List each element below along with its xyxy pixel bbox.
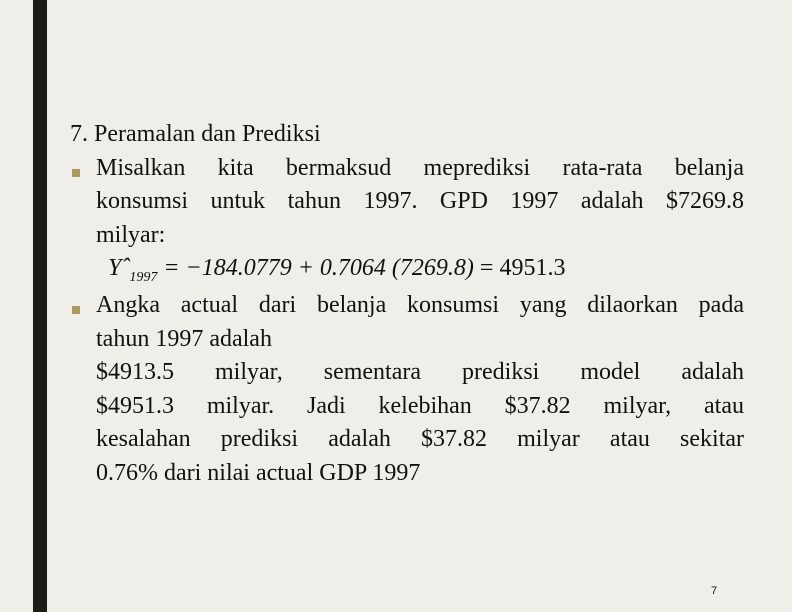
- prediction-equation: [96, 252, 744, 289]
- text-line: kesalahan prediksi adalah $37.82 milyar atau sekitar: [96, 426, 744, 453]
- text-line: tahun 1997 adalah: [96, 325, 272, 352]
- square-bullet-icon: [72, 306, 80, 314]
- bullet-item-actual: [70, 289, 744, 491]
- text-line: konsumsi untuk tahun 1997. GPD 1997 adalah $7269.8: [96, 188, 744, 215]
- equation-lhs: Yˆ: [108, 255, 130, 282]
- left-accent-bar: [33, 0, 47, 612]
- bullet-item-forecast: [70, 152, 744, 289]
- page-number: 7: [710, 585, 718, 597]
- equation-middle: = −184.0779 + 0.7064 (7269.8): [157, 255, 474, 282]
- text-line: Misalkan kita bermaksud meprediksi rata-rata belanja: [96, 154, 744, 181]
- text-line: 0.76% dari nilai actual GDP 1997: [96, 459, 421, 486]
- text-line: $4951.3 milyar. Jadi kelebihan $37.82 milyar, atau: [96, 392, 744, 419]
- slide-content: [70, 118, 744, 491]
- text-line: milyar:: [96, 221, 166, 248]
- text-line: $4913.5 milyar, sementara prediksi model adalah: [96, 359, 744, 386]
- text-line: Angka actual dari belanja konsumsi yang dilaorkan pada: [96, 291, 744, 318]
- square-bullet-icon: [72, 169, 80, 177]
- equation-result: = 4951.3: [473, 255, 566, 282]
- slide-heading: 7. Peramalan dan Prediksi: [70, 121, 321, 147]
- equation-subscript: 1997: [129, 270, 158, 286]
